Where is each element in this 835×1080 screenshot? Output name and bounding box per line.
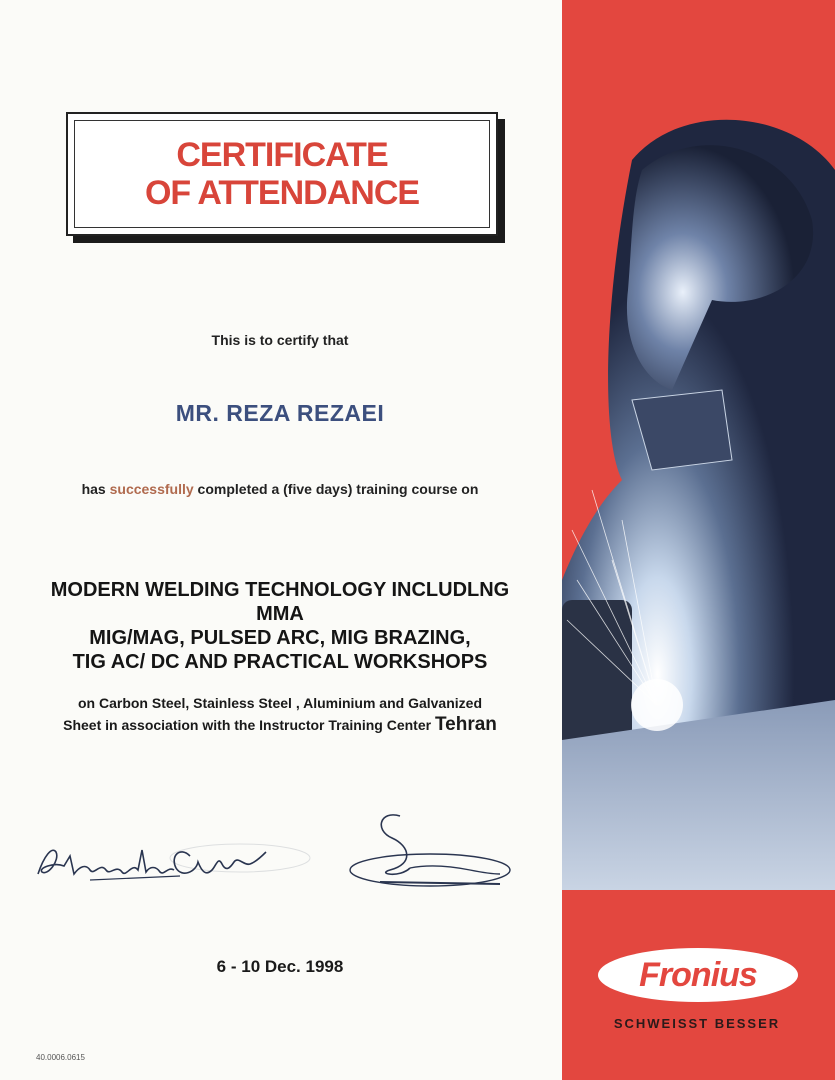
right-signature <box>340 808 520 900</box>
course-line: MMA <box>256 603 304 625</box>
course-line: MODERN WELDING TECHNOLOGY INCLUDLNG <box>50 579 510 601</box>
materials-line-1: on Carbon Steel, Stainless Steel , Aluminium and Galvanized <box>77 695 483 711</box>
title-line-2: OF ATTENDANCE <box>144 174 420 212</box>
welder-photo <box>562 60 835 890</box>
title-frame <box>66 112 498 236</box>
fronius-logo-text: Fronius <box>639 955 757 994</box>
title-inner-frame <box>74 120 490 228</box>
materials-text <box>20 692 540 736</box>
completion-pre: has <box>81 481 110 497</box>
course-line: MIG/MAG, PULSED ARC, MIG BRAZING, <box>89 627 471 649</box>
training-city: Tehran <box>434 714 497 735</box>
title-line-1: CERTIFICATE <box>176 136 388 174</box>
left-signature <box>30 826 290 896</box>
completion-highlight: successfully <box>109 481 194 497</box>
welder-photo-icon <box>562 60 835 890</box>
completion-post: completed a (five days) training course on <box>193 481 479 497</box>
certify-text: This is to certify that <box>211 332 349 348</box>
brand-slogan: SCHWEISST BESSER <box>613 1016 781 1031</box>
completion-text <box>20 481 540 497</box>
course-title <box>20 578 540 674</box>
materials-line-2-text: Sheet in association with the Instructor Training Center <box>63 717 435 733</box>
recipient-name: MR. REZA REZAEI <box>175 400 385 426</box>
course-line: TIG AC/ DC AND PRACTICAL WORKSHOPS <box>72 651 488 673</box>
course-dates: 6 - 10 Dec. 1998 <box>216 957 344 976</box>
materials-line-2 <box>20 714 540 736</box>
fronius-logo <box>598 948 798 1002</box>
form-number: 40.0006.0615 <box>36 1053 85 1062</box>
